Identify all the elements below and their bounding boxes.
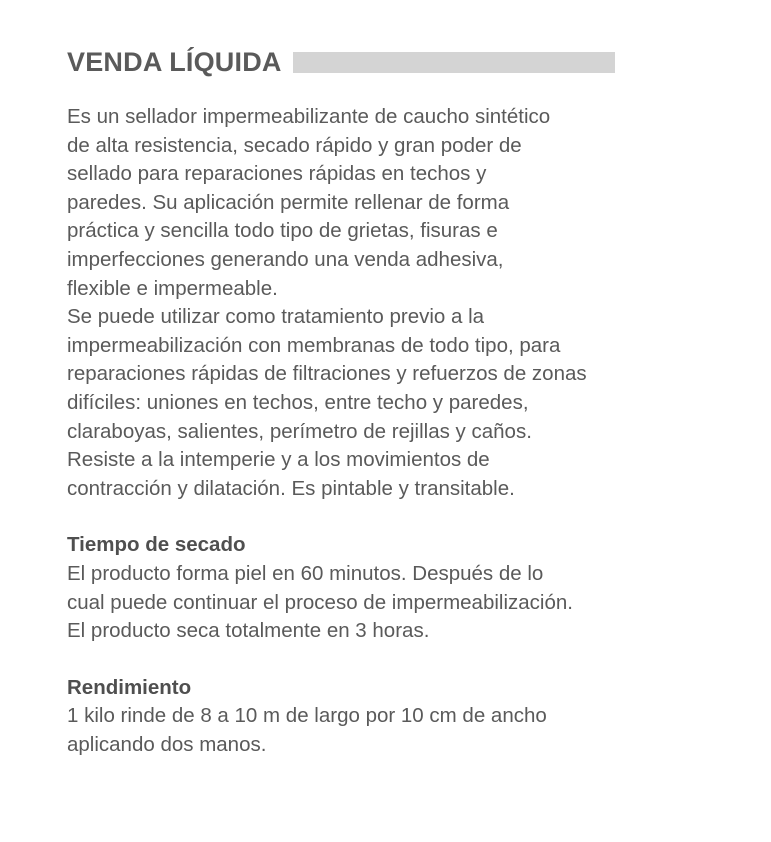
- drying-line: cual puede continuar el proceso de impermeabilización.: [67, 590, 573, 614]
- intro-line: Es un sellador impermeabilizante de caucho sintético: [67, 105, 551, 128]
- product-sheet: [67, 44, 647, 759]
- intro-line: contracción y dilatación. Es pintable y transitable.: [67, 476, 515, 500]
- intro-line: flexible e impermeable.: [67, 276, 278, 300]
- intro-line: imperfecciones generando una venda adhesiva,: [67, 247, 504, 271]
- page-title: VENDA LÍQUIDA: [67, 47, 282, 77]
- intro-line: impermeabilización con membranas de todo tipo, para: [67, 333, 561, 357]
- yield-heading: Rendimiento: [67, 675, 192, 699]
- drying-section: [67, 531, 647, 645]
- yield-line: 1 kilo rinde de 8 a 10 m de largo por 10 cm de ancho: [67, 704, 547, 728]
- intro-line: Resiste a la intemperie y a los movimientos de: [67, 448, 490, 472]
- intro-text: [67, 103, 647, 759]
- intro-line: claraboyas, salientes, perímetro de rejillas y caños.: [67, 419, 532, 443]
- intro-line: difíciles: uniones en techos, entre techo y paredes,: [67, 390, 529, 414]
- yield-section: [67, 674, 647, 760]
- intro-line: paredes. Su aplicación permite rellenar de forma: [67, 190, 510, 214]
- title-decoration-bar: [293, 52, 615, 73]
- drying-heading: Tiempo de secado: [67, 533, 246, 557]
- drying-line: El producto seca totalmente en 3 horas.: [67, 619, 430, 643]
- intro-line: de alta resistencia, secado rápido y gran poder de: [67, 133, 522, 157]
- intro-line: sellado para reparaciones rápidas en techos y: [67, 162, 487, 186]
- title-row: [67, 44, 647, 80]
- intro-line: práctica y sencilla todo tipo de grietas, fisuras e: [67, 219, 498, 243]
- drying-line: El producto forma piel en 60 minutos. Después de lo: [67, 561, 544, 585]
- intro-line: Se puede utilizar como tratamiento previo a la: [67, 305, 485, 329]
- intro-line: reparaciones rápidas de filtraciones y refuerzos de zonas: [67, 362, 587, 386]
- yield-line: aplicando dos manos.: [67, 732, 267, 756]
